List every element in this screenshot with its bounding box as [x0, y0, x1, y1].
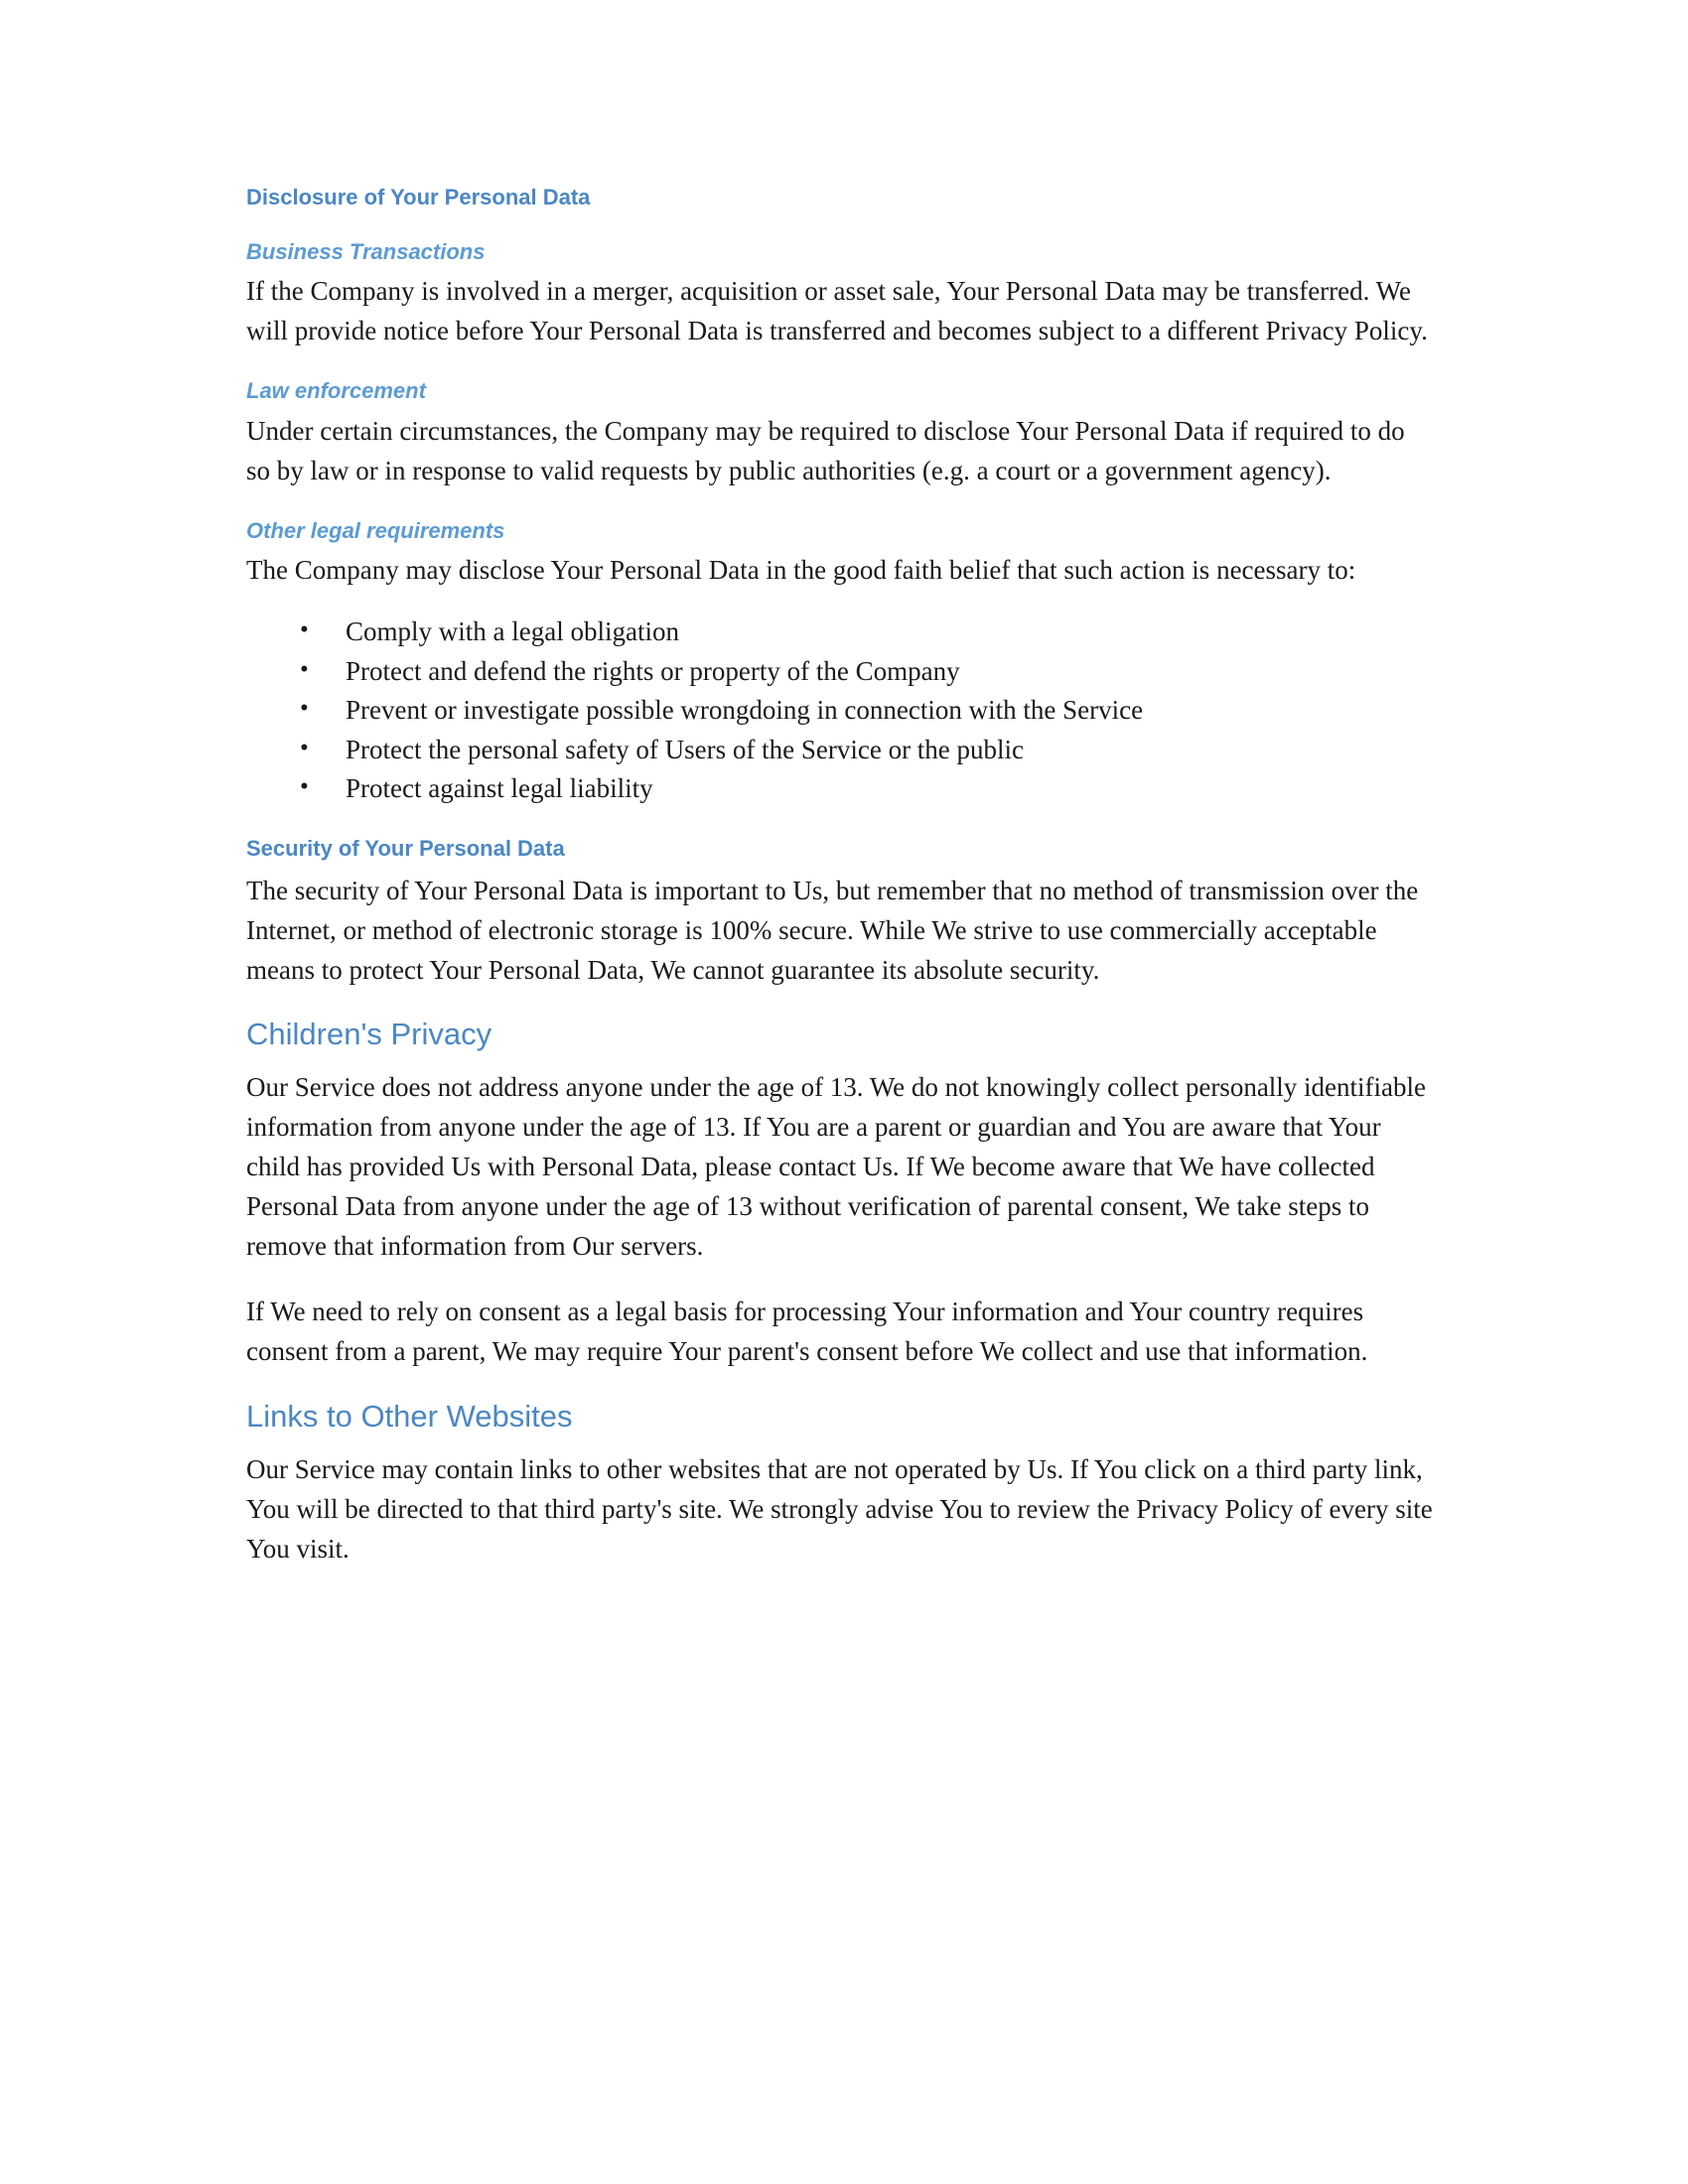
section-heading-disclosure: Disclosure of Your Personal Data — [246, 185, 591, 209]
paragraph-security: The security of Your Personal Data is important to Us, but remember that no method of transmission over the Internet, or method of electronic storage is 100% secure. While We strive to use commercially acceptable means to protect Your Personal Data, We cannot guarantee its absolute security. — [246, 875, 1419, 985]
subsection-heading-law-enforcement: Law enforcement — [246, 378, 426, 404]
subsection-heading-business-transactions: Business Transactions — [246, 238, 486, 264]
document-body — [246, 184, 1433, 1570]
section-heading-links-to-other-websites: Links to Other Websites — [246, 1398, 573, 1433]
list-item: • Comply with a legal obligation — [300, 616, 1433, 648]
list-item: • Protect against legal liability — [300, 773, 1433, 805]
list-item: • Protect and defend the rights or property of the Company — [300, 656, 1433, 688]
paragraph-links-to-other-websites: Our Service may contain links to other websites that are not operated by Us. If You click on a third party link, You will be directed to that third party's site. We strongly advise You to review the Privacy Policy of every site You visit. — [246, 1453, 1433, 1564]
section-heading-childrens-privacy: Children's Privacy — [246, 1017, 492, 1052]
paragraph-business-transactions: If the Company is involved in a merger, acquisition or asset sale, Your Personal Data may be transferred. We will provide notice before Your Personal Data is transferred and becomes subject to a different Privacy Policy. — [246, 276, 1428, 346]
list-item: • Prevent or investigate possible wrongdoing in connection with the Service — [300, 695, 1433, 727]
list-item: • Protect the personal safety of Users of the Service or the public — [300, 735, 1433, 766]
section-heading-security: Security of Your Personal Data — [246, 836, 565, 862]
paragraph-other-legal-requirements: The Company may disclose Your Personal Data in the good faith belief that such action is necessary to: — [246, 555, 1356, 586]
paragraph-childrens-privacy-1: Our Service does not address anyone under the age of 13. We do not knowingly collect personally identifiable information from anyone under the age of 13. If You are a parent or guardian and You are aware that Your child has provided Us with Personal Data, please contact Us. If We become aware that We have collected Personal Data from anyone under the age of 13 without verification of parental consent, We take steps to remove that information from Our servers. — [246, 1072, 1426, 1262]
paragraph-law-enforcement: Under certain circumstances, the Company may be required to disclose Your Personal Data if required to do so by law or in response to valid requests by public authorities (e.g. a court or a government agency). — [246, 415, 1405, 485]
spacer — [246, 220, 1433, 238]
paragraph-childrens-privacy-2: If We need to rely on consent as a legal basis for processing Your information and Your country requires consent from a parent, We may require Your parent's consent before We collect and use that information. — [246, 1297, 1368, 1366]
subsection-heading-other-legal-requirements: Other legal requirements — [246, 517, 505, 543]
list-other-legal-requirements — [246, 616, 1433, 805]
